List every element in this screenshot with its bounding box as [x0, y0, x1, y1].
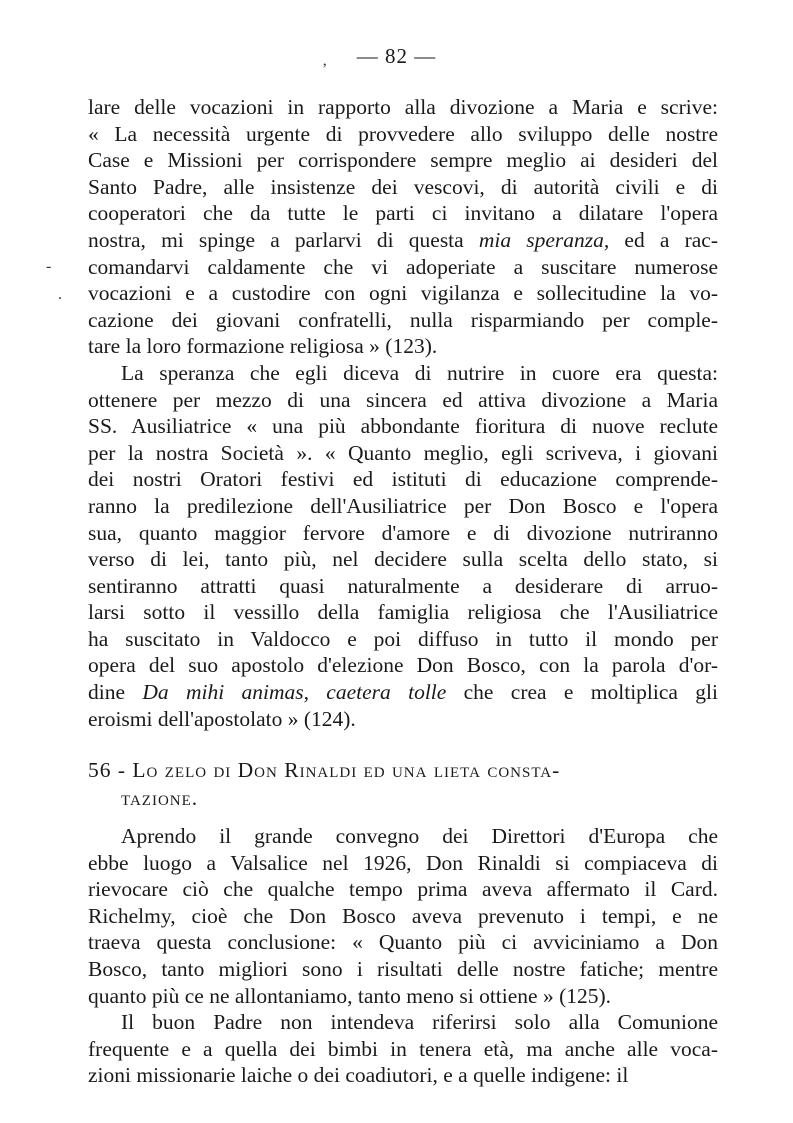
text-line: rievocare ciò che qualche tempo prima aveva affermato il Card. [88, 877, 718, 902]
text-line: Richelmy, cioè che Don Bosco aveva prevenuto i tempi, e ne [88, 903, 718, 928]
section-title-line1: Lo zelo di Don Rinaldi ed una lieta consta- [132, 758, 561, 782]
text-line: ebbe luogo a Valsalice nel 1926, Don Rinaldi si compiaceva di [88, 850, 718, 875]
margin-mark: - [46, 258, 52, 275]
text-line: larsi sotto il vessillo della famiglia religiosa che l'Ausiliatrice [88, 600, 718, 625]
text-line: verso di lei, tanto più, nel decidere sulla scelta dello stato, si [88, 547, 718, 572]
text-line: per la nostra Società ». « Quanto meglio, egli scriveva, i giovani [88, 440, 718, 465]
section-text [88, 823, 718, 1089]
text-line: dine Da mihi animas, caetera tolle che crea e moltiplica gli [88, 680, 718, 705]
text-line: Aprendo il grande convegno dei Direttori d'Europa che [121, 824, 718, 848]
text-line: ha suscitato in Valdocco e poi diffuso in tutto il mondo per [88, 626, 718, 651]
body-text [88, 94, 718, 732]
paragraph [88, 360, 718, 732]
section-title-line2: tazione. [121, 786, 199, 810]
text-line: Il buon Padre non intendeva riferirsi solo alla Comunione [121, 1010, 718, 1035]
section-heading [88, 756, 718, 812]
text-line: cazione dei giovani confratelli, nulla risparmiando per comple- [88, 307, 718, 332]
text-line: tare la loro formazione religiosa » (123). [88, 334, 438, 359]
text-line: Case e Missioni per corrispondere sempre meglio ai desideri del [88, 148, 718, 173]
italic-text: mia speranza, [478, 227, 610, 252]
page-number: — 82 — [356, 44, 437, 68]
text-line: zioni missionarie laiche o dei coadiutori, e a quelle indigene: il [88, 1063, 629, 1088]
text-line: sua, quanto maggior fervore d'amore e di divozione nutriranno [88, 520, 718, 545]
italic-text: Da mihi animas, caetera tolle [142, 680, 447, 705]
section-number: 56 - [88, 758, 127, 782]
text-line: cooperatori che da tutte le parti ci invitano a dilatare l'opera [88, 201, 718, 226]
text-line: traeva questa conclusione: « Quanto più ci avviciniamo a Don [88, 930, 718, 955]
text-line: frequente e a quella dei bimbi in tenera età, ma anche alle voca- [88, 1036, 718, 1061]
paragraph [88, 94, 718, 360]
tick-mark: ‚ [322, 52, 328, 69]
text-line: Bosco, tanto migliori sono i risultati delle nostre fatiche; mentre [88, 956, 718, 981]
text-line: nostra, mi spinge a parlarvi di questa mia speranza, ed a rac- [88, 227, 718, 252]
text-line: lare delle vocazioni in rapporto alla divozione a Maria e scrive: [88, 95, 718, 119]
text-line: sentiranno attratti quasi naturalmente a desiderare di arruo- [88, 573, 718, 598]
text-line: opera del suo apostolo d'elezione Don Bosco, con la parola d'or- [88, 653, 718, 678]
text-line: SS. Ausiliatrice « una più abbondante fioritura di nuove reclute [88, 414, 718, 439]
margin-mark: . [58, 286, 62, 303]
text-line: « La necessità urgente di provvedere allo sviluppo delle nostre [88, 121, 718, 146]
paragraph [88, 1009, 718, 1089]
text-line: ottenere per mezzo di una sincera ed attiva divozione a Maria [88, 387, 718, 412]
text-line: quanto più ce ne allontaniamo, tanto meno si ottiene » (125). [88, 983, 612, 1008]
text-line: comandarvi caldamente che vi adoperiate a suscitare numerose [88, 254, 718, 279]
paragraph [88, 823, 718, 1009]
text-line: vocazioni e a custodire con ogni vigilanza e sollecitudine la vo- [88, 281, 718, 306]
text-line: Santo Padre, alle insistenze dei vescovi, di autorità civili e di [88, 174, 718, 199]
text-line: La speranza che egli diceva di nutrire in cuore era questa: [121, 360, 718, 385]
text-line: dei nostri Oratori festivi ed istituti di educazione comprende- [88, 467, 718, 492]
text-line: eroismi dell'apostolato » (124). [88, 706, 356, 731]
text-line: ranno la predilezione dell'Ausiliatrice per Don Bosco e l'opera [88, 493, 718, 518]
